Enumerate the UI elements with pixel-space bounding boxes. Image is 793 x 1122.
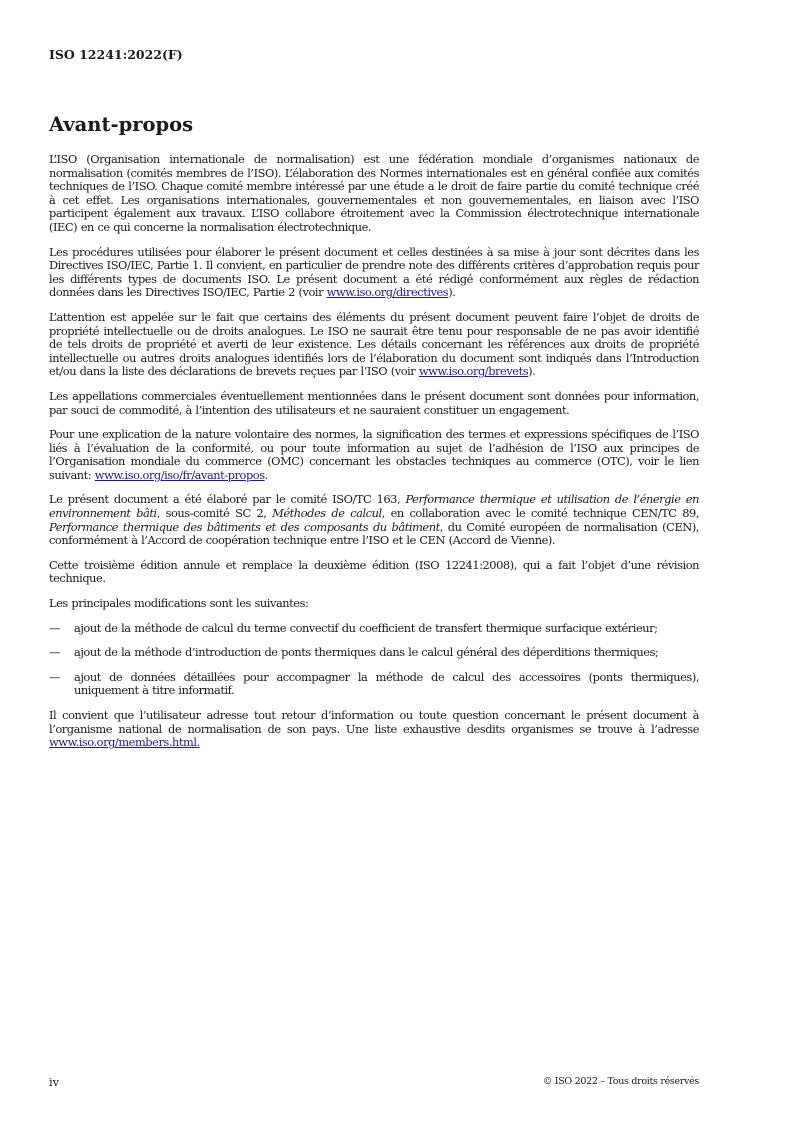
list-item-text: ajout de la méthode d’introduction de ponts thermiques dans le calcul général des déperditions thermiques; <box>74 645 659 660</box>
page-number: iv <box>49 1075 60 1089</box>
list-item <box>49 622 699 636</box>
copyright-notice: © ISO 2022 – Tous droits réservés <box>542 1076 699 1087</box>
paragraph-text: . <box>264 467 268 482</box>
paragraph-text: , sous-comité SC 2, <box>156 506 273 521</box>
paragraph-text: Il convient que l’utilisateur adresse tout retour d’information ou toute question concernant le présent document à l’organisme national de normalisation de son pays. Une liste exhaustive desdits organismes se trouve à l’adresse <box>49 708 699 736</box>
committee-title: Performance thermique et utilisation de l’énergie en environnement bâti <box>49 492 699 521</box>
paragraph-patents <box>49 311 699 379</box>
changes-list <box>49 622 699 698</box>
paragraph-text: , en collaboration avec le comité technique CEN/TC 89, <box>381 506 699 521</box>
link-avant-propos[interactable]: www.iso.org/iso/fr/avant-propos <box>94 467 265 482</box>
paragraph-text: , du Comité européen de normalisation (CEN), conformément à l’Accord de coopération technique entre l’ISO et le CEN (Accord de Vienne). <box>49 519 699 548</box>
list-item-text: ajout de données détaillées pour accompagner la méthode de calcul des accessoires (ponts thermiques), uniquement à titre informatif. <box>74 669 699 698</box>
paragraph-procedures <box>49 246 699 300</box>
section-title: Avant-propos <box>49 113 194 136</box>
paragraph-feedback <box>49 709 699 750</box>
paragraph-changes-intro: Les principales modifications sont les suivantes: <box>49 596 309 611</box>
paragraph-text: ). <box>528 364 536 379</box>
list-item <box>49 646 699 660</box>
cen-committee-title: Performance thermique des bâtiments et des composants du bâtiment <box>49 519 440 534</box>
link-brevets[interactable]: www.iso.org/brevets <box>418 364 529 379</box>
paragraph-edition: Cette troisième édition annule et remplace la deuxième édition (ISO 12241:2008), qui a fait l’objet d’une révision technique. <box>49 557 699 586</box>
list-item-text: ajout de la méthode de calcul du terme convectif du coefficient de transfert thermique surfacique extérieur; <box>74 620 658 635</box>
paragraph-iso-intro: L’ISO (Organisation internationale de normalisation) est une fédération mondiale d’organismes nationaux de normalisation (comités membres de l’ISO). L’élaboration des Normes internationales est en général confiée aux comités techniques de l’ISO. Chaque comité membre intéressé par une étude a le droit de faire partie du comité technique créé à cet effet. Les organisations internationales, gouvernementales et non gouvernementales, en liaison avec l’ISO participent également aux travaux. L’ISO collabore étroitement avec la Commission électrotechnique internationale (IEC) en ce qui concerne la normalisation électrotechnique. <box>49 152 699 234</box>
document-id-header: ISO 12241:2022(F) <box>49 47 183 62</box>
link-members[interactable]: www.iso.org/members.html. <box>49 735 200 750</box>
dash-marker: — <box>49 669 60 684</box>
paragraph-trade-names: Les appellations commerciales éventuellement mentionnées dans le présent document sont données pour information, par souci de commodité, à l’intention des utilisateurs et ne sauraient constituer un engagement. <box>49 388 699 417</box>
paragraph-text: Pour une explication de la nature volontaire des normes, la signification des termes et expressions spécifiques de l’ISO liés à l’évaluation de la conformité, ou pour toute information au sujet de l’adhésion de l’ISO aux principes de l’Organisation mondiale du commerce (OMC) concernant les obstacles techniques au commerce (OTC), voir le lien suivant: <box>49 427 699 482</box>
paragraph-committee <box>49 493 699 547</box>
paragraph-text: ). <box>448 285 456 300</box>
list-item <box>49 671 699 698</box>
link-directives[interactable]: www.iso.org/directives <box>326 285 449 300</box>
foreword-body <box>49 153 699 761</box>
paragraph-text: Le présent document a été élaboré par le comité ISO/TC 163, <box>49 492 406 507</box>
paragraph-text: L’attention est appelée sur le fait que certains des éléments du présent document peuvent faire l’objet de droits de propriété intellectuelle ou de droits analogues. Le ISO ne saurait être tenu pour responsable de ne pas avoir identifié de tels droits de propriété et averti de leur existence. Les détails concernant les références aux droits de propriété intellectuelle ou autres droits analogues identifiés lors de l’élaboration du document sont indiqués dans l’Introduction et/ou dans la liste des déclarations de brevets reçues par l’ISO (voir <box>49 309 699 379</box>
paragraph-voluntary-nature <box>49 428 699 482</box>
paragraph-text: Les procédures utilisées pour élaborer le présent document et celles destinées à sa mise à jour sont décrites dans les Directives ISO/IEC, Partie 1. Il convient, en particulier de prendre note des différents critères d’approbation requis pour les différents types de documents ISO. Le présent document a été rédigé conformément aux règles de rédaction données dans les Directives ISO/IEC, Partie 2 (voir <box>49 244 699 300</box>
dash-marker: — <box>49 620 60 635</box>
dash-marker: — <box>49 645 60 660</box>
subcommittee-title: Méthodes de calcul <box>272 506 382 521</box>
